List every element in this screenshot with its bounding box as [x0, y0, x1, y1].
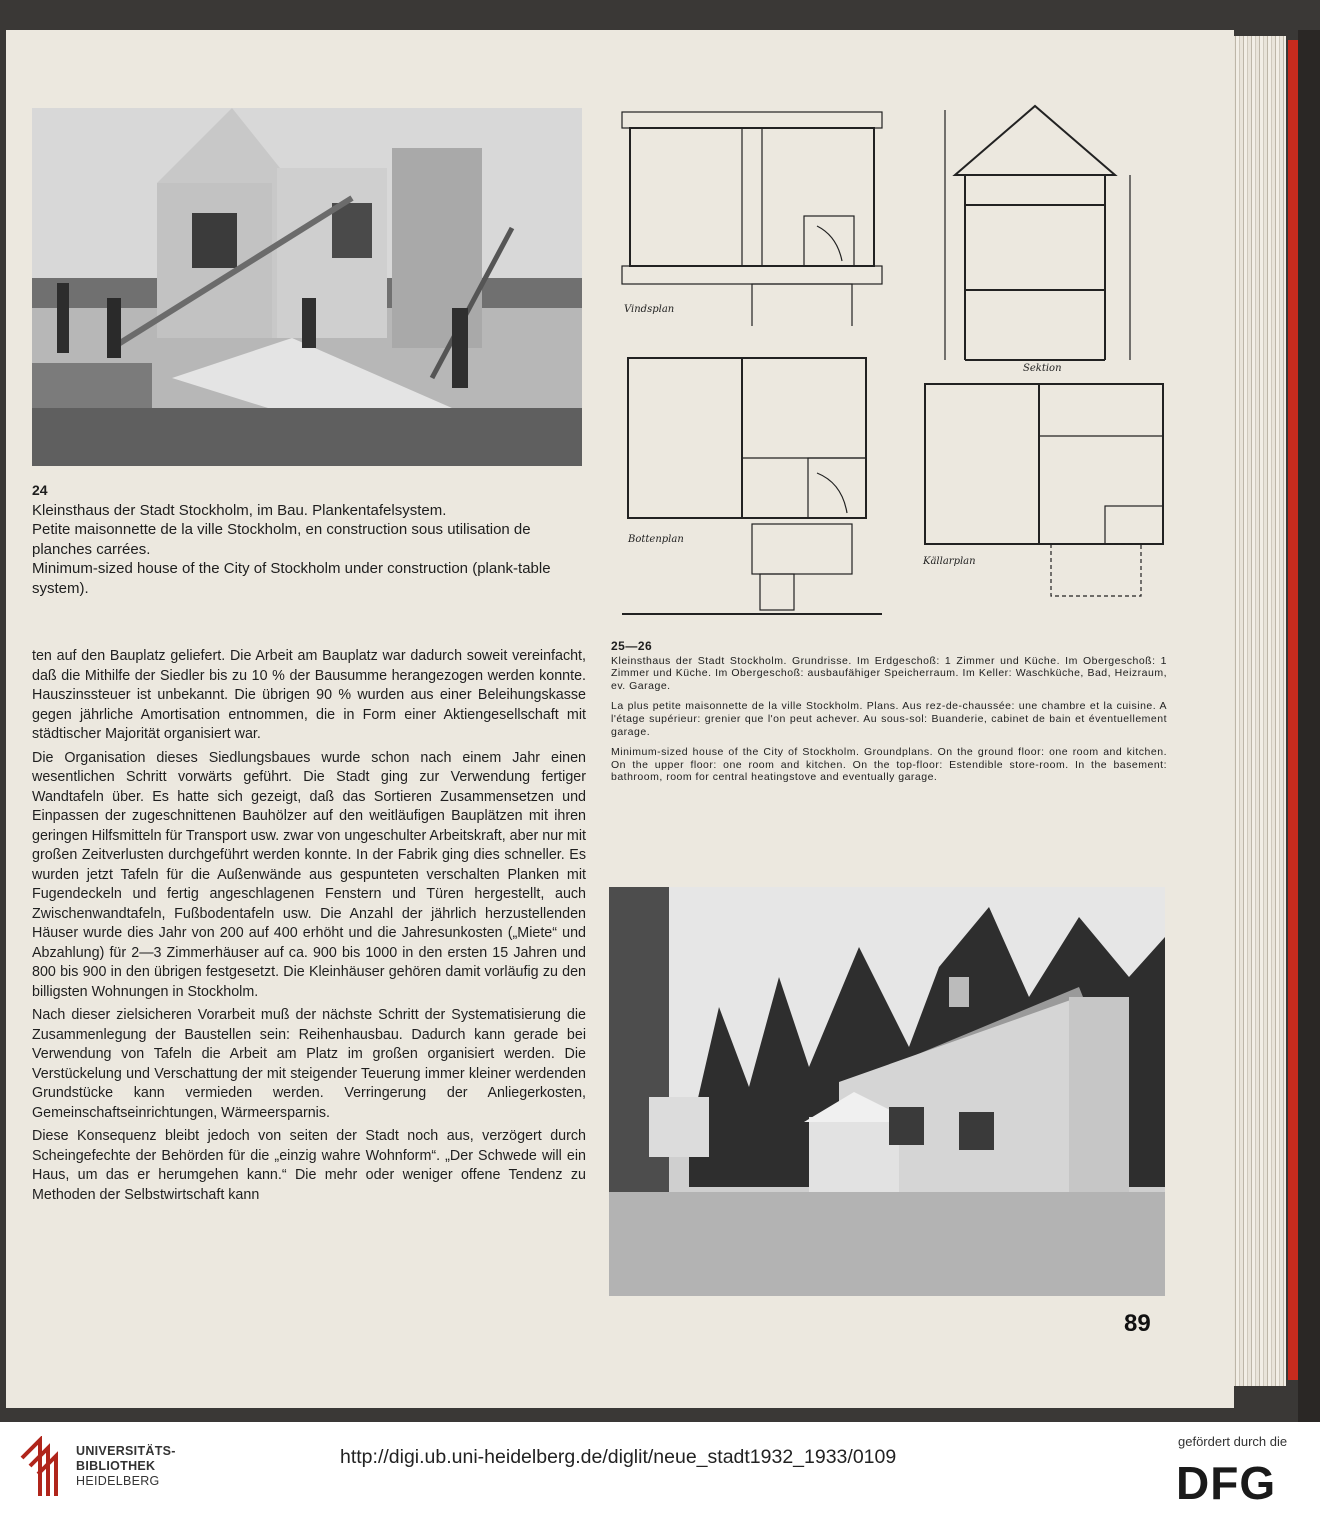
photo-construction [32, 108, 582, 466]
caption-25-26 [611, 640, 1167, 792]
footer-bar [0, 1422, 1320, 1516]
book-edge-red [1288, 40, 1298, 1380]
body-paragraph: Diese Konsequenz bleibt jedoch von seiten der Stadt noch aus, verzögert durch Scheingefechte der Behörden für die „einzig wahre Wohnform“. „Der Schwede will ein Haus, um das er herumgehen kann.“ Die mehr oder weniger offene Tendenz zu Methoden der Selbstwirtschaft kann [32, 1128, 586, 1203]
caption-25-26-german: Kleinsthaus der Stadt Stockholm. Grundrisse. Im Erdgeschoß: 1 Zimmer und Küche. Im Obergeschoß: 1 Zimmer und Küche. Im Obergeschoß: ausbaufähiger Speicherraum. Im Keller: Waschküche, Bad, Heizraum, ev. Garage. [611, 654, 1167, 692]
library-line-3: HEIDELBERG [76, 1474, 160, 1488]
library-line-1: UNIVERSITÄTS- [76, 1444, 176, 1458]
caption-25-26-english: Minimum-sized house of the City of Stockholm. Groundplans. On the ground floor: one room and kitchen. On the upper floor: one room and kitchen. On the top-floor: Estendible store-room. In the basement: bathroom, room for central heatingstove and eventually garage. [611, 746, 1167, 784]
library-logo-text [76, 1444, 176, 1489]
caption-24 [32, 481, 587, 598]
body-paragraph: Die Organisation dieses Siedlungsbaues wurde schon nach einem Jahr einen wesentlichen Schritt vorwärts geführt. Die Stadt ging zur Verwendung fertiger Wandtafeln über. Es hatte sich gezeigt, daß das Sortieren Zusammensetzen und Einpassen der zugeschnittenen Bauhölzer auf den weitläufigen Bauplätzen mit ihren geringen Hilfsmitteln für Transport usw. zwar von ungeschulter Arbeitskraft, aber nur mit großen Zeitverlusten durchgeführt werden konnte. In der Fabrik ging dies schneller. Es wurden jetzt Tafeln für die Außenwände aus gespunteten verschalten Planken mit Fugendeckeln und fertig angeschlagenen Fenstern und Türen hergestellt, auch Zwischenwandtafeln, Fußbodentafeln usw. Die Anzahl der jährlich herzustellenden Häuser wurde dies Jahr von 200 auf 400 erhöht und die Jahresunkosten („Miete“ und Abzahlung) für 2—3 Zimmerhäuser auf ca. 900 bis 1000 in den ersten 15 Jahren und 800 bis 900 in den übrigen festgesetzt. Die Kleinhäuser gehören damit vorläufig zu den billigsten Wohnungen in Stockholm. [32, 749, 586, 1000]
plan-attic [612, 106, 892, 326]
plan-section [935, 100, 1175, 380]
sponsor-label: gefördert durch die [1178, 1434, 1288, 1449]
body-text [32, 647, 586, 1209]
photo-finished-house [609, 887, 1165, 1296]
caption-24-french: Petite maisonnette de la ville Stockholm, en construction sous utilisation de planches carrées. [32, 521, 531, 558]
plan-attic-label: Vindsplan [624, 304, 675, 315]
plan-ground-label: Bottenplan [628, 534, 684, 545]
plan-basement-label: Källarplan [923, 556, 976, 567]
caption-24-number: 24 [32, 482, 48, 498]
library-logo-icon [18, 1436, 70, 1504]
digitization-url-link[interactable]: http://digi.ub.uni-heidelberg.de/diglit/neue_stadt1932_1933/0109 [340, 1446, 897, 1468]
body-paragraph: Nach dieser zielsicheren Vorarbeit muß der nächste Schritt der Systematisierung die Zusammenlegung der Baustellen sein: Reihenhausbau. Dadurch kann gerade bei Verwendung von Tafeln die Arbeit am Platz im großen organisiert werden. Die Verstückelung und Verschattung der mit steigender Teuerung immer kleiner werdenden Grundstücke kann vermieden werden. Verringerung der Anliegerkosten, Gemeinschaftseinrichtungen, Wärmeersparnis. [32, 1007, 586, 1121]
caption-24-english: Minimum-sized house of the City of Stockholm under construction (plank-table system). [32, 560, 551, 597]
caption-25-26-french: La plus petite maisonnette de la ville Stockholm. Plans. Aus rez-de-chaussée: une chambre et la cuisine. A l'étage supérieur: grenier que l'on peut achever. Au sous-sol: Buanderie, cabinet de bain et éventuellement garage. [611, 700, 1167, 738]
body-paragraph: ten auf den Bauplatz geliefert. Die Arbeit am Bauplatz war dadurch soweit vereinfacht, daß die Mithilfe der Siedler bis zu 10 % der Bausumme herangezogen werden konnte. Hauszinssteuer ist unbekannt. Die übrigen 90 % wurden aus einer Beleihungskasse gegen jährliche Amortisation entnommen, die in Form einer Aktiengesellschaft mit städtischer Majorität organisiert war. [32, 648, 586, 742]
caption-24-german: Kleinsthaus der Stadt Stockholm, im Bau. Plankentafelsystem. [32, 501, 447, 519]
book-edge-dark [1298, 30, 1320, 1422]
dfg-logo: DFG [1176, 1457, 1277, 1509]
page-edges [1228, 36, 1286, 1386]
plan-ground [612, 348, 892, 638]
page-number: 89 [1124, 1310, 1151, 1337]
caption-25-26-number: 25—26 [611, 639, 653, 653]
plan-section-label: Sektion [1023, 363, 1062, 374]
plan-basement [915, 376, 1175, 626]
library-line-2: BIBLIOTHEK [76, 1459, 156, 1473]
